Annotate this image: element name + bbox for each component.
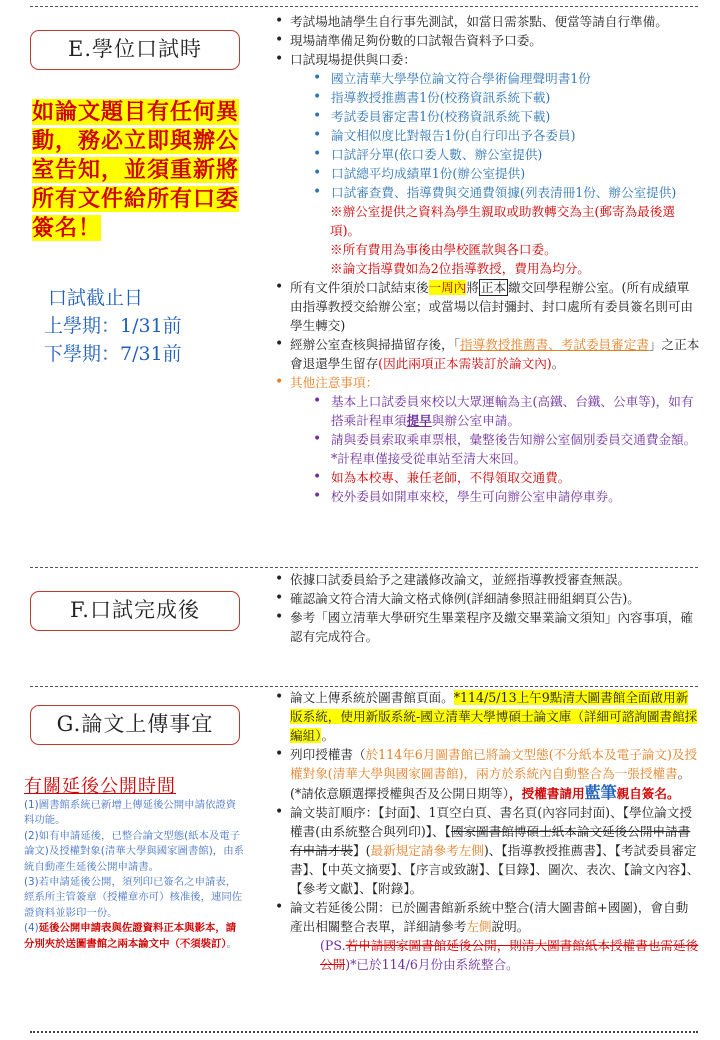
sign-instruction-end: 親自簽名 xyxy=(616,786,667,801)
text: (PS. xyxy=(320,938,346,953)
section-g-title: G.論文上傳事宜 xyxy=(30,705,240,745)
text: 列印授權書（ xyxy=(290,747,366,762)
list-item: • 口試審查費、指導費與交通費領據(列表清冊1份、辦公室提供) xyxy=(310,183,700,202)
e-other-list xyxy=(310,392,700,506)
text: 。 xyxy=(226,937,238,950)
delay-note: (3)若申請延後公開，須列印已簽名之申請表，經系所主管簽章（授權章亦可）核准後，連同佐證資料並影印一份。 xyxy=(24,876,243,919)
section-g-content xyxy=(270,688,700,974)
text: 與辦公室申請。 xyxy=(431,413,520,428)
struck-text: 若申請國家圖書館延後公開，則清大圖書館紙本授權書也需延後公開 xyxy=(320,938,699,972)
list-item: • 考試委員審定書1份(校務資訊系統下載) xyxy=(310,107,700,126)
list-item: • 國立清華大學學位論文符合學術倫理聲明書1份 xyxy=(310,69,700,88)
delay-note-emphasis: 延後公開申請表與佐證資料正本與影本，請分別夾於送圖書館之兩本論文中（不須裝訂） xyxy=(24,922,237,950)
e-item-return xyxy=(270,335,700,373)
list-item: • 口試總平均成績單1份(辦公室提供) xyxy=(310,164,700,183)
returned-docs: 指導教授推薦書、考試委員審定書 xyxy=(460,337,649,352)
section-divider-top xyxy=(30,6,698,7)
text: 、【參考文獻】、【附錄】。 xyxy=(290,862,700,896)
new-system-notice: *114/5/13上午9點清大圖書館全面啟用新版系統，使用新版系統-國立清華大學博碩士論文庫（詳細可諮詢圖書館採編組） xyxy=(290,690,698,743)
alert-line: 所有文件給所有口委 xyxy=(32,186,240,212)
struck-text: 國家圖書館博碩士紙本論文延後公開申請書有申請才裝 xyxy=(290,824,691,858)
binding-note: (因此兩項正本需裝訂於論文內) xyxy=(378,356,552,371)
ps-note xyxy=(290,936,700,974)
section-e-content xyxy=(270,12,700,506)
deadline-first-semester: 上學期：1/31前 xyxy=(44,315,182,337)
text: 。 xyxy=(551,356,565,371)
text: 。 xyxy=(321,728,335,743)
list-item: • 如為本校專、兼任老師，不得領取交通費。 xyxy=(310,468,700,487)
oral-exam-deadline xyxy=(44,284,182,368)
text: 論文裝訂順序：【封面】、1頁空白頁、書名頁(內容同封面)、【學位論文授權書(由系統整合與列印)】、【 xyxy=(290,805,692,839)
delay-note: (2)如有申請延後，已整合論文型態(紙本及電子論文)及授權對象(清華大學與國家圖書館)，由系統自動產生延後公開申請書。 xyxy=(24,829,244,873)
g-item-authorization xyxy=(270,745,700,803)
g-item-delay xyxy=(270,898,700,974)
list-item: • 請與委員索取乘車票根，彙整後告知辦公室個別委員交通費金額。*計程車僅接受從車站至清大來回。 xyxy=(310,430,700,468)
e-note: ※所有費用為事後由學校匯款與各口委。 xyxy=(330,242,557,257)
text: 經辦公室查核與掃描留存後，「 xyxy=(290,337,461,352)
text: 論文若延後公開：已於圖書館新系統中整合(清大圖書館+國圖)，會自動產出相關整合表單，詳細請參考 xyxy=(290,900,689,934)
e-item-submit xyxy=(270,278,700,335)
f-item-procedure: • 參考「國立清華大學研究生畢業程序及繳交畢業論文須知」內容事項，確認有完成符合。 xyxy=(270,608,700,646)
text: 。 xyxy=(666,786,680,801)
e-item-provide-label: 口試現場提供與口委： xyxy=(290,52,416,67)
text: 基本上口試委員來校以大眾運輸為主(高鐵、台鐵、公車等)，如有搭乘計程車須 xyxy=(331,394,694,428)
text: 所有文件須於口試結束後 xyxy=(290,280,429,295)
section-divider-bottom xyxy=(30,1031,698,1033)
g-item-binding-order xyxy=(270,803,700,898)
e-note: ※辦公室提供之資料為學生親取或助教轉交為主(郵寄為最後選項)。 xyxy=(330,204,675,238)
early-emphasis: 提早 xyxy=(406,413,432,428)
list-item: • 校外委員如開車來校，學生可向辦公室申請停車券。 xyxy=(310,487,700,506)
alert-line: 簽名！ xyxy=(32,215,102,241)
text: 【論文內容】 xyxy=(623,862,687,877)
text: 。 xyxy=(677,766,691,781)
e-item-provide xyxy=(270,50,700,278)
e-note: ※論文指導費如為2位指導教授，費用為均分。 xyxy=(330,261,590,276)
deadline-second-semester: 下學期：7/31前 xyxy=(44,343,182,365)
f-item-revise: • 依據口試委員給予之建議修改論文，並經指導教授審查無誤。 xyxy=(270,570,700,589)
list-item xyxy=(310,392,700,430)
section-f-title: F.口試完成後 xyxy=(30,591,240,631)
delay-publication-title: 有關延後公開時間 xyxy=(24,776,176,797)
section-divider-f xyxy=(30,567,698,568)
section-divider-g xyxy=(30,686,698,687)
list-item: • 論文相似度比對報告1份(自行印出予各委員) xyxy=(310,126,700,145)
f-item-format: • 確認論文符合清大論文格式條例(詳細請參照註冊組網頁公告)。 xyxy=(270,589,700,608)
delay-note: (1)圖書館系統已新增上傳延後公開申請依證資料功能。 xyxy=(24,799,237,827)
g-item-upload xyxy=(270,688,700,745)
text: )*已於114/6月份由系統整合。 xyxy=(345,957,519,972)
boxed-original: 正本 xyxy=(480,280,507,295)
title-change-alert xyxy=(32,98,244,243)
integration-note: 於114年6月圖書館已將論文型態(不分紙本及電子論文)及授權對象(清華大學與國家圖書館)，兩方於系統內自動整合為一張授權書 xyxy=(290,747,698,781)
latest-rule-note: 最新規定請參考左側 xyxy=(370,843,484,858)
list-item: • 指導教授推薦書1份(校務資訊系統下載) xyxy=(310,88,700,107)
section-e-title: E.學位口試時 xyxy=(30,30,240,70)
alert-line: 動，務必立即與辦公 xyxy=(32,128,240,154)
text: 說明。 xyxy=(491,919,530,934)
text: 論文上傳系統於圖書館頁面。 xyxy=(290,690,454,705)
alert-line: 室告知，並須重新將 xyxy=(32,157,240,183)
e-document-list xyxy=(310,69,700,202)
text: (*請依意願選擇授權與否及公開日期等） xyxy=(290,786,510,801)
other-label: 其他注意事項： xyxy=(290,375,379,390)
text: 」之正本會退還學生留存 xyxy=(290,337,700,371)
text: )、【指導教授推薦書】、【考試委員審定書】、【中英文摘要】、【序言或致謝】、【目錄】、圖次、表次、 xyxy=(290,843,697,877)
text: (4) xyxy=(24,922,39,935)
text: 繳交回學程辦公室。(所有成績單由指導教授交給辦公室；或當場以信封彌封、封口處所有委員簽名則可由學生轉交) xyxy=(290,280,693,333)
text: 將 xyxy=(466,280,479,295)
e-item-other xyxy=(270,373,700,506)
section-f-content xyxy=(270,570,700,646)
left-reference: 左側 xyxy=(466,919,492,934)
blue-pen: 藍筆 xyxy=(584,783,617,802)
text: 】( xyxy=(352,843,371,858)
alert-line: 如論文題目有任何異 xyxy=(32,99,240,125)
list-item: • 口試評分單(依口委人數、辦公室提供) xyxy=(310,145,700,164)
deadline-title: 口試截止日 xyxy=(48,287,144,309)
sign-instruction: ，授權書請用 xyxy=(509,786,585,801)
e-item-report: • 現場請準備足夠份數的口試報告資料予口委。 xyxy=(270,31,700,50)
delay-publication-notes xyxy=(24,798,246,952)
highlight-one-week: 一周內 xyxy=(428,280,467,295)
e-item-venue: • 考試場地請學生自行事先測試，如當日需茶點、便當等請自行準備。 xyxy=(270,12,700,31)
delay-note xyxy=(24,921,246,952)
